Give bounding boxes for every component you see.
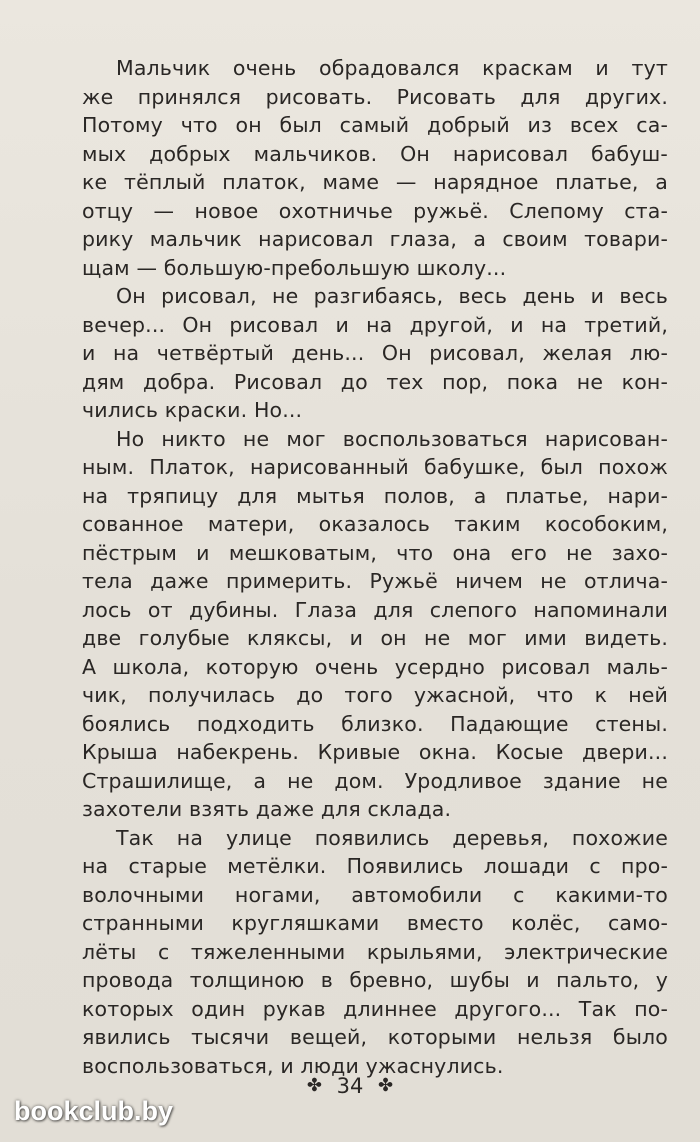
text-line: ным. Платок, нарисованный бабушке, был похож [82, 455, 668, 479]
text-line: рику мальчик нарисовал глаза, а своим товари- [82, 227, 668, 251]
text-line: воспользоваться, и люди ужаснулись. [82, 1053, 504, 1078]
text-line: странными кругляшками вместо колёс, само- [82, 911, 668, 935]
text-line: Он рисовал, не разгибаясь, весь день и весь [116, 284, 668, 308]
text-line: Но никто не мог воспользоваться нарисован- [116, 426, 668, 451]
text-line: Страшилище, а не дом. Уродливое здание не [82, 768, 668, 793]
ornament-left-icon: ✤ [306, 1075, 322, 1096]
text-line: захотели взять даже для склада. [82, 797, 452, 821]
text-line: А школа, которую очень усердно рисовал маль- [82, 654, 668, 679]
text-line: сованное матери, оказалось таким кособоким, [82, 512, 668, 536]
text-line: пёстрым и мешковатым, что она его не захо- [82, 540, 668, 565]
text-line: явились тысячи вещей, которыми нельзя было [82, 1025, 668, 1049]
page-number: 34 [336, 1074, 364, 1098]
body-text [82, 54, 668, 1080]
text-line: отцу — новое охотничье ружьё. Слепому ста- [82, 198, 668, 223]
text-line: боялись подходить близко. Падающие стены. [82, 711, 668, 736]
text-line: две голубые кляксы, и он не мог ими видеть. [82, 626, 668, 650]
text-line: провода толщиною в бревно, шубы и пальто, у [82, 968, 668, 992]
text-line: лёты с тяжеленными крыльями, электрические [82, 939, 668, 964]
ornament-right-icon: ✤ [378, 1075, 394, 1096]
text-line: на старые метёлки. Появились лошади с про- [82, 854, 668, 878]
text-line: волочными ногами, автомобили с какими-то [82, 882, 668, 907]
text-line: тела даже примерить. Ружьё ничем не отлича- [82, 569, 668, 593]
text-line: же принялся рисовать. Рисовать для других. [82, 84, 668, 109]
text-line: Потому что он был самый добрый из всех са- [82, 113, 668, 137]
text-line: дям добра. Рисовал до тех пор, пока не кон- [82, 369, 668, 394]
text-line: вечер... Он рисовал и на другой, и на третий, [82, 312, 668, 337]
text-line: Так на улице появились деревья, похожие [116, 825, 668, 850]
text-line: на тряпицу для мытья полов, а платье, нари- [82, 483, 668, 508]
text-line: ке тёплый платок, маме — нарядное платье, а [82, 170, 668, 194]
text-line: щам — большую-пребольшую школу... [82, 255, 507, 280]
text-line: лось от дубины. Глаза для слепого напоминали [82, 597, 668, 622]
text-line: чились краски. Но... [82, 398, 303, 422]
text-line: мых добрых мальчиков. Он нарисовал бабуш- [82, 141, 668, 166]
text-line: и на четвёртый день... Он рисовал, желая лю- [82, 341, 668, 365]
text-line: Крыша набекрень. Кривые окна. Косые двери... [82, 740, 668, 764]
text-line: которых один рукав длиннее другого... Так по- [82, 996, 668, 1021]
text-line: Мальчик очень обрадовался краскам и тут [116, 56, 668, 80]
watermark: bookclub.by [14, 1096, 174, 1126]
text-line: чик, получилась до того ужасной, что к ней [82, 683, 668, 707]
